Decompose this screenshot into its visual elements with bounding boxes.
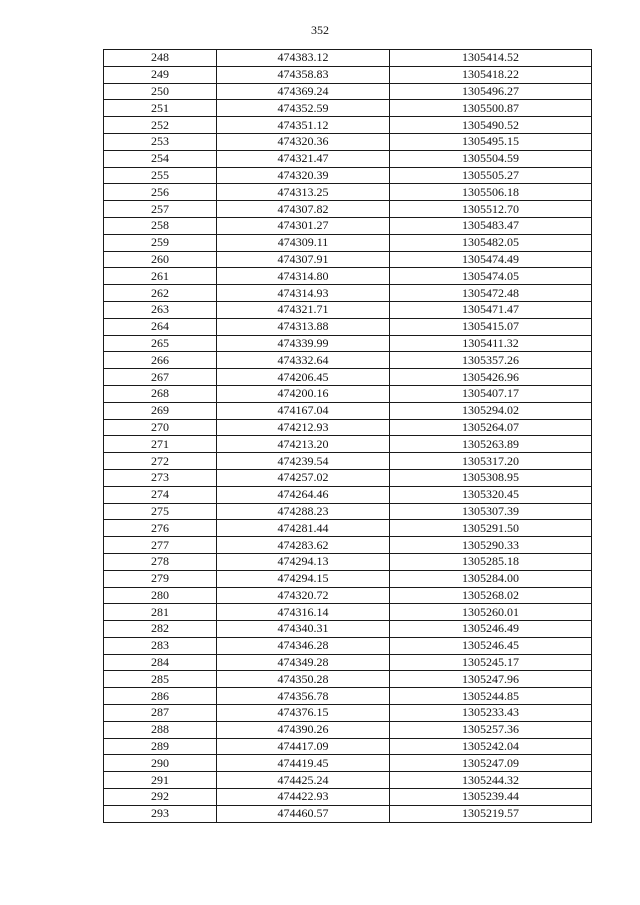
table-row: [104, 100, 592, 117]
table-row: [104, 721, 592, 738]
x-coordinate-cell: 474294.13: [217, 553, 390, 570]
point-number-cell: 250: [104, 83, 217, 100]
table-row: [104, 251, 592, 268]
table-row: [104, 66, 592, 83]
point-number-cell: 261: [104, 268, 217, 285]
y-coordinate-cell: 1305268.02: [390, 587, 592, 604]
x-coordinate-cell: 474213.20: [217, 436, 390, 453]
y-coordinate-cell: 1305512.70: [390, 201, 592, 218]
y-coordinate-cell: 1305407.17: [390, 385, 592, 402]
point-number-cell: 270: [104, 419, 217, 436]
y-coordinate-cell: 1305505.27: [390, 167, 592, 184]
table-row: [104, 369, 592, 386]
point-number-cell: 288: [104, 721, 217, 738]
y-coordinate-cell: 1305414.52: [390, 50, 592, 67]
table-row: [104, 486, 592, 503]
x-coordinate-cell: 474316.14: [217, 604, 390, 621]
y-coordinate-cell: 1305504.59: [390, 150, 592, 167]
point-number-cell: 272: [104, 453, 217, 470]
table-row: [104, 234, 592, 251]
x-coordinate-cell: 474200.16: [217, 385, 390, 402]
point-number-cell: 291: [104, 772, 217, 789]
point-number-cell: 282: [104, 621, 217, 638]
table-row: [104, 436, 592, 453]
point-number-cell: 279: [104, 570, 217, 587]
y-coordinate-cell: 1305247.96: [390, 671, 592, 688]
x-coordinate-cell: 474320.39: [217, 167, 390, 184]
y-coordinate-cell: 1305244.32: [390, 772, 592, 789]
table-row: [104, 688, 592, 705]
table-row: [104, 453, 592, 470]
table-row: [104, 789, 592, 806]
point-number-cell: 252: [104, 117, 217, 134]
y-coordinate-cell: 1305482.05: [390, 234, 592, 251]
y-coordinate-cell: 1305219.57: [390, 805, 592, 822]
x-coordinate-cell: 474351.12: [217, 117, 390, 134]
y-coordinate-cell: 1305495.15: [390, 133, 592, 150]
table-row: [104, 285, 592, 302]
x-coordinate-cell: 474320.36: [217, 133, 390, 150]
y-coordinate-cell: 1305263.89: [390, 436, 592, 453]
table-row: [104, 117, 592, 134]
y-coordinate-cell: 1305245.17: [390, 654, 592, 671]
x-coordinate-cell: 474288.23: [217, 503, 390, 520]
page-number: 352: [311, 23, 329, 37]
y-coordinate-cell: 1305291.50: [390, 520, 592, 537]
y-coordinate-cell: 1305474.05: [390, 268, 592, 285]
point-number-cell: 271: [104, 436, 217, 453]
coordinates-table-body: [104, 50, 592, 823]
x-coordinate-cell: 474339.99: [217, 335, 390, 352]
x-coordinate-cell: 474383.12: [217, 50, 390, 67]
y-coordinate-cell: 1305246.49: [390, 621, 592, 638]
x-coordinate-cell: 474264.46: [217, 486, 390, 503]
table-row: [104, 520, 592, 537]
x-coordinate-cell: 474309.11: [217, 234, 390, 251]
table-row: [104, 402, 592, 419]
x-coordinate-cell: 474417.09: [217, 738, 390, 755]
point-number-cell: 257: [104, 201, 217, 218]
x-coordinate-cell: 474356.78: [217, 688, 390, 705]
y-coordinate-cell: 1305426.96: [390, 369, 592, 386]
x-coordinate-cell: 474307.91: [217, 251, 390, 268]
y-coordinate-cell: 1305415.07: [390, 318, 592, 335]
y-coordinate-cell: 1305247.09: [390, 755, 592, 772]
point-number-cell: 249: [104, 66, 217, 83]
point-number-cell: 289: [104, 738, 217, 755]
table-row: [104, 201, 592, 218]
point-number-cell: 264: [104, 318, 217, 335]
x-coordinate-cell: 474321.47: [217, 150, 390, 167]
x-coordinate-cell: 474422.93: [217, 789, 390, 806]
point-number-cell: 278: [104, 553, 217, 570]
y-coordinate-cell: 1305496.27: [390, 83, 592, 100]
x-coordinate-cell: 474281.44: [217, 520, 390, 537]
x-coordinate-cell: 474349.28: [217, 654, 390, 671]
point-number-cell: 283: [104, 637, 217, 654]
y-coordinate-cell: 1305294.02: [390, 402, 592, 419]
table-row: [104, 301, 592, 318]
point-number-cell: 281: [104, 604, 217, 621]
x-coordinate-cell: 474307.82: [217, 201, 390, 218]
point-number-cell: 251: [104, 100, 217, 117]
point-number-cell: 268: [104, 385, 217, 402]
table-row: [104, 654, 592, 671]
x-coordinate-cell: 474352.59: [217, 100, 390, 117]
point-number-cell: 280: [104, 587, 217, 604]
table-row: [104, 419, 592, 436]
table-row: [104, 184, 592, 201]
x-coordinate-cell: 474314.93: [217, 285, 390, 302]
point-number-cell: 287: [104, 705, 217, 722]
y-coordinate-cell: 1305411.32: [390, 335, 592, 352]
y-coordinate-cell: 1305506.18: [390, 184, 592, 201]
point-number-cell: 256: [104, 184, 217, 201]
table-row: [104, 268, 592, 285]
table-row: [104, 50, 592, 67]
point-number-cell: 263: [104, 301, 217, 318]
table-row: [104, 335, 592, 352]
table-row: [104, 133, 592, 150]
table-row: [104, 604, 592, 621]
table-row: [104, 537, 592, 554]
y-coordinate-cell: 1305246.45: [390, 637, 592, 654]
x-coordinate-cell: 474350.28: [217, 671, 390, 688]
point-number-cell: 274: [104, 486, 217, 503]
x-coordinate-cell: 474332.64: [217, 352, 390, 369]
table-row: [104, 217, 592, 234]
y-coordinate-cell: 1305242.04: [390, 738, 592, 755]
y-coordinate-cell: 1305284.00: [390, 570, 592, 587]
x-coordinate-cell: 474346.28: [217, 637, 390, 654]
x-coordinate-cell: 474283.62: [217, 537, 390, 554]
x-coordinate-cell: 474321.71: [217, 301, 390, 318]
table-row: [104, 503, 592, 520]
x-coordinate-cell: 474301.27: [217, 217, 390, 234]
table-row: [104, 755, 592, 772]
point-number-cell: 254: [104, 150, 217, 167]
table-row: [104, 621, 592, 638]
x-coordinate-cell: 474376.15: [217, 705, 390, 722]
y-coordinate-cell: 1305308.95: [390, 469, 592, 486]
point-number-cell: 260: [104, 251, 217, 268]
point-number-cell: 285: [104, 671, 217, 688]
x-coordinate-cell: 474358.83: [217, 66, 390, 83]
point-number-cell: 293: [104, 805, 217, 822]
table-row: [104, 318, 592, 335]
y-coordinate-cell: 1305500.87: [390, 100, 592, 117]
y-coordinate-cell: 1305244.85: [390, 688, 592, 705]
y-coordinate-cell: 1305290.33: [390, 537, 592, 554]
x-coordinate-cell: 474460.57: [217, 805, 390, 822]
point-number-cell: 266: [104, 352, 217, 369]
y-coordinate-cell: 1305483.47: [390, 217, 592, 234]
y-coordinate-cell: 1305472.48: [390, 285, 592, 302]
x-coordinate-cell: 474314.80: [217, 268, 390, 285]
table-row: [104, 469, 592, 486]
table-row: [104, 570, 592, 587]
y-coordinate-cell: 1305317.20: [390, 453, 592, 470]
x-coordinate-cell: 474419.45: [217, 755, 390, 772]
x-coordinate-cell: 474257.02: [217, 469, 390, 486]
y-coordinate-cell: 1305474.49: [390, 251, 592, 268]
x-coordinate-cell: 474340.31: [217, 621, 390, 638]
point-number-cell: 284: [104, 654, 217, 671]
x-coordinate-cell: 474167.04: [217, 402, 390, 419]
point-number-cell: 253: [104, 133, 217, 150]
x-coordinate-cell: 474425.24: [217, 772, 390, 789]
table-row: [104, 738, 592, 755]
x-coordinate-cell: 474320.72: [217, 587, 390, 604]
table-row: [104, 587, 592, 604]
table-row: [104, 805, 592, 822]
point-number-cell: 276: [104, 520, 217, 537]
table-row: [104, 705, 592, 722]
point-number-cell: 286: [104, 688, 217, 705]
table-row: [104, 637, 592, 654]
point-number-cell: 265: [104, 335, 217, 352]
table-row: [104, 553, 592, 570]
table-row: [104, 772, 592, 789]
coordinates-table: [103, 49, 592, 823]
table-row: [104, 671, 592, 688]
y-coordinate-cell: 1305285.18: [390, 553, 592, 570]
y-coordinate-cell: 1305357.26: [390, 352, 592, 369]
y-coordinate-cell: 1305260.01: [390, 604, 592, 621]
point-number-cell: 277: [104, 537, 217, 554]
point-number-cell: 262: [104, 285, 217, 302]
point-number-cell: 290: [104, 755, 217, 772]
table-row: [104, 83, 592, 100]
x-coordinate-cell: 474239.54: [217, 453, 390, 470]
point-number-cell: 258: [104, 217, 217, 234]
y-coordinate-cell: 1305264.07: [390, 419, 592, 436]
table-row: [104, 150, 592, 167]
x-coordinate-cell: 474390.26: [217, 721, 390, 738]
y-coordinate-cell: 1305320.45: [390, 486, 592, 503]
point-number-cell: 259: [104, 234, 217, 251]
x-coordinate-cell: 474212.93: [217, 419, 390, 436]
y-coordinate-cell: 1305233.43: [390, 705, 592, 722]
point-number-cell: 292: [104, 789, 217, 806]
x-coordinate-cell: 474313.88: [217, 318, 390, 335]
table-row: [104, 385, 592, 402]
y-coordinate-cell: 1305418.22: [390, 66, 592, 83]
x-coordinate-cell: 474369.24: [217, 83, 390, 100]
y-coordinate-cell: 1305471.47: [390, 301, 592, 318]
y-coordinate-cell: 1305490.52: [390, 117, 592, 134]
y-coordinate-cell: 1305257.36: [390, 721, 592, 738]
x-coordinate-cell: 474294.15: [217, 570, 390, 587]
point-number-cell: 255: [104, 167, 217, 184]
y-coordinate-cell: 1305307.39: [390, 503, 592, 520]
y-coordinate-cell: 1305239.44: [390, 789, 592, 806]
table-row: [104, 352, 592, 369]
point-number-cell: 275: [104, 503, 217, 520]
table-row: [104, 167, 592, 184]
point-number-cell: 267: [104, 369, 217, 386]
point-number-cell: 273: [104, 469, 217, 486]
x-coordinate-cell: 474313.25: [217, 184, 390, 201]
x-coordinate-cell: 474206.45: [217, 369, 390, 386]
point-number-cell: 248: [104, 50, 217, 67]
point-number-cell: 269: [104, 402, 217, 419]
